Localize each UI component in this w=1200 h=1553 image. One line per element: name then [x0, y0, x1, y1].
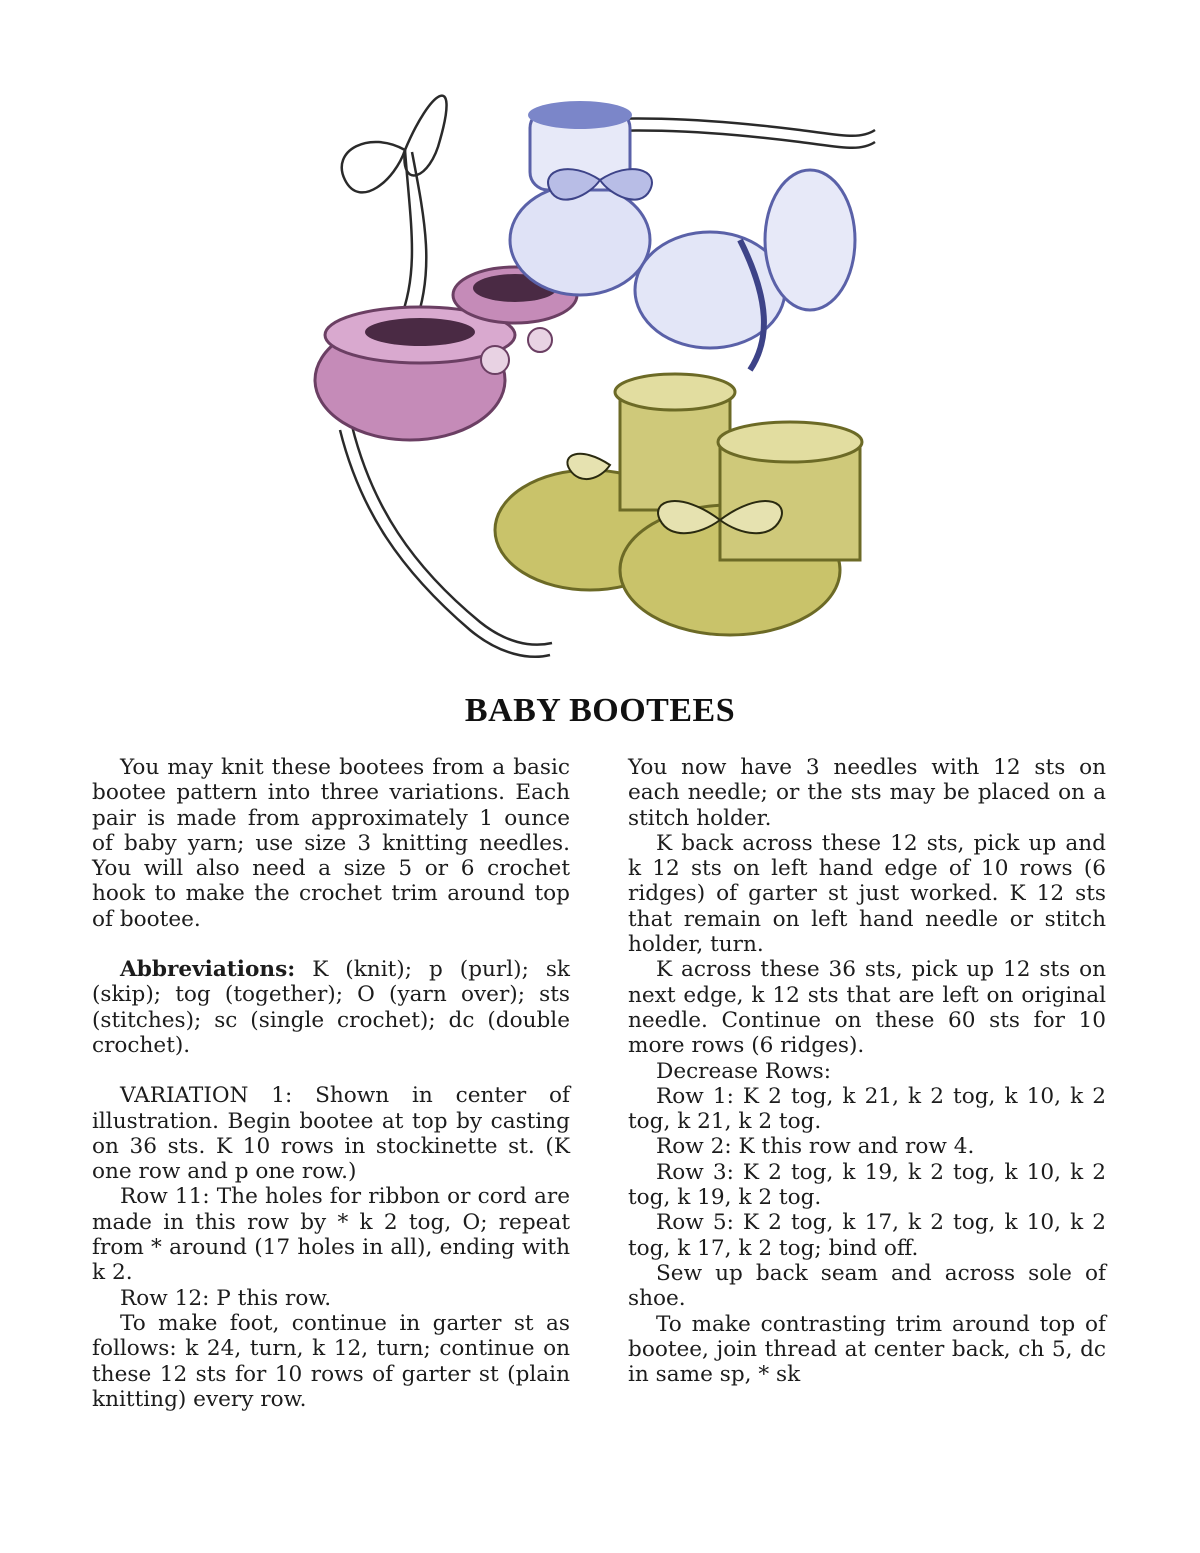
- left-column: [92, 755, 570, 1412]
- olive-bootee: [495, 374, 862, 635]
- decrease-row-3: Row 3: K 2 tog, k 19, k 2 tog, k 10, k 2 tog, k 19, k 2 tog.: [628, 1159, 1106, 1211]
- decrease-heading: Decrease Rows:: [656, 1058, 831, 1084]
- sew-paragraph: Sew up back seam and across sole of shoe.: [628, 1260, 1106, 1312]
- row-11-paragraph: Row 11: The holes for ribbon or cord are made in this row by * k 2 tog, O; repeat from * around (17 holes in all), ending with k 2.: [92, 1184, 570, 1286]
- abbreviations-paragraph: [92, 957, 570, 1058]
- intro-paragraph: You may knit these bootees from a basic bootee pattern into three variations. Each pair is made from approximately 1 ounce of baby yarn; use size 3 knitting needles. You will also need a size 5 or 6 crochet hook to make the crochet trim around top of bootee.: [92, 755, 570, 932]
- pink-bootee: [315, 267, 577, 440]
- trim-paragraph: To make contrasting trim around top of bootee, join thread at center back, ch 5, dc in same sp, * sk: [628, 1311, 1106, 1388]
- k-back-paragraph: K back across these 12 sts, pick up and k 12 sts on left hand edge of 10 rows (6 ridges) of garter st just worked. K 12 sts that remain on left hand needle or stitch holder, turn.: [628, 830, 1106, 958]
- needles-paragraph: You now have 3 needles with 12 sts on each needle; or the sts may be placed on a stitch holder.: [628, 755, 1106, 831]
- k-across-paragraph: K across these 36 sts, pick up 12 sts on next edge, k 12 sts that are left on original needle. Continue on these 60 sts for 10 more rows (6 ridges).: [628, 957, 1106, 1059]
- foot-paragraph: To make foot, continue in garter st as follows: k 24, turn, k 12, turn; continue on these 12 sts for 10 rows of garter st (plain knitting) every row.: [92, 1310, 570, 1412]
- right-column: [628, 755, 1106, 1387]
- baby-bootees-illustration-icon: [300, 70, 900, 670]
- decrease-row-1: Row 1: K 2 tog, k 21, k 2 tog, k 10, k 2 tog, k 21, k 2 tog.: [628, 1083, 1106, 1135]
- abbreviations-text: K (knit); p (purl); sk (skip); tog (together); O (yarn over); sts (stitches); sc (single crochet); dc (double crochet).: [92, 957, 570, 1058]
- variation-1-paragraph: VARIATION 1: Shown in center of illustration. Begin bootee at top by casting on 36 sts. K 10 rows in stockinette st. (K one row and p one row.): [92, 1083, 570, 1185]
- decrease-row-2: Row 2: K this row and row 4.: [656, 1134, 975, 1160]
- page-title: BABY BOOTEES: [464, 692, 736, 729]
- abbreviations-label: Abbreviations:: [120, 957, 296, 983]
- decrease-row-5: Row 5: K 2 tog, k 17, k 2 tog, k 10, k 2 tog, k 17, k 2 tog; bind off.: [628, 1210, 1106, 1261]
- row-12-paragraph: Row 12: P this row.: [120, 1285, 332, 1311]
